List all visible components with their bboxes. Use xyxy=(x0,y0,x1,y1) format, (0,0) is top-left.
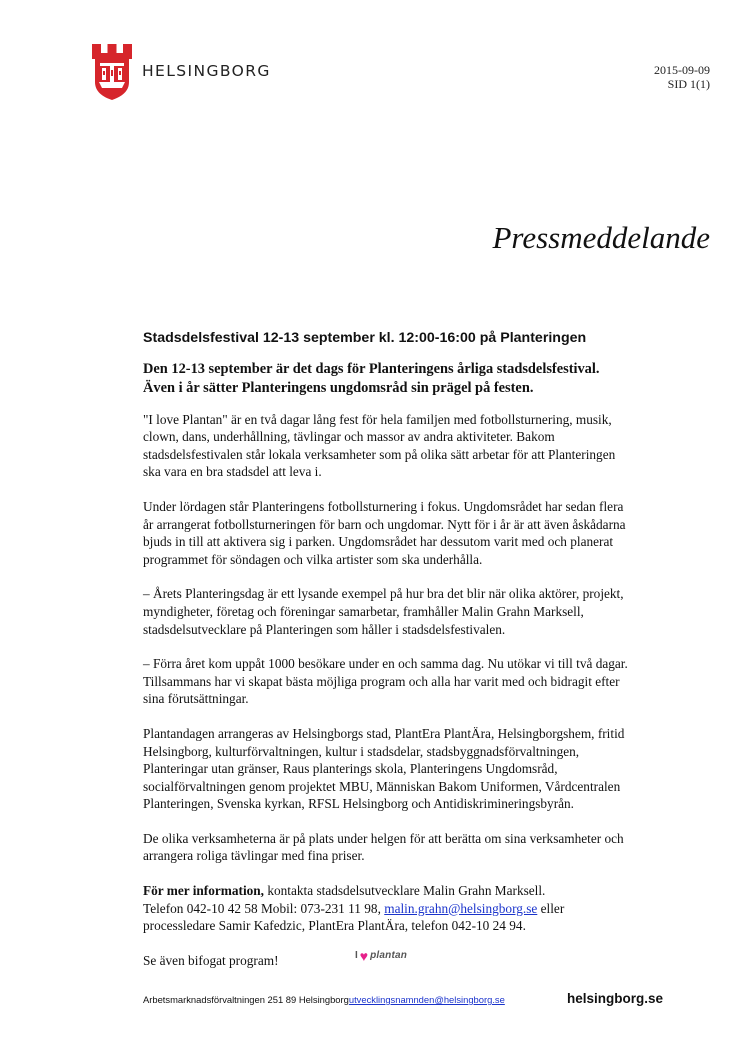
document-type: Pressmeddelande xyxy=(492,220,710,255)
i-love-plantan-logo xyxy=(355,947,408,964)
paragraph: De olika verksamheterna är på plats under helgen för att berätta om sina verksamheter och arrangera roliga tävlingar med fina priser. xyxy=(143,830,624,864)
press-release-body xyxy=(143,330,633,986)
contact-info xyxy=(143,882,633,935)
brand-name: HELSINGBORG xyxy=(142,62,271,80)
document-date: 2015-09-09 xyxy=(654,63,710,77)
footer-address-text: Arbetsmarknadsförvaltningen 251 89 Helsingborg xyxy=(143,994,349,1005)
closing-note: Se även bifogat program! xyxy=(143,952,279,968)
contact-text: kontakta stadsdelsutvecklare Malin Grahn Marksell. xyxy=(264,883,546,899)
contact-email-link[interactable]: malin.grahn@helsingborg.se xyxy=(384,900,538,916)
contact-phone: Telefon 042-10 42 58 Mobil: 073-231 11 98, xyxy=(143,900,385,916)
quote-paragraph: – Förra året kom uppåt 1000 besökare under en och samma dag. Nu utökar vi till två dagar. Tillsammans har vi skapat bästa möjliga program och alla har varit med och bidragit efter sina förutsättningar. xyxy=(143,656,628,707)
logo-word: plantan xyxy=(370,950,408,961)
logo-letter-i: I xyxy=(355,950,358,961)
paragraph: Plantandagen arrangeras av Helsingborgs stad, PlantEra PlantÄra, Helsingborgshem, fritid Helsingborg, kulturförvaltningen, kultur i stadsdelar, stadsbyggnadsförvaltningen, Planteringar utan gränser, Raus planterings skola, Planteringens Ungdomsråd, socialförvaltningen genom projektet MBU, Människan Bakom Uniformen, Vårdcentralen Planteringen, Svenska kyrkan, RFSL Helsingborg och Antidiskrimineringsbyrån. xyxy=(143,725,625,812)
contact-text-end: eller xyxy=(537,900,565,916)
headline: Stadsdelsfestival 12-13 september kl. 12:00-16:00 på Planteringen xyxy=(143,330,587,346)
lead-paragraph: Den 12-13 september är det dags för Planteringens årliga stadsdelsfestival. Även i år sätter Planteringens ungdomsråd sin prägel på festen. xyxy=(143,360,600,396)
page-number: SID 1(1) xyxy=(667,77,710,91)
helsingborg-crest-icon xyxy=(92,44,132,100)
contact-secondary: processledare Samir Kafedzic, PlantEra PlantÄra, telefon 042-10 24 94. xyxy=(143,918,526,934)
quote-paragraph: – Årets Planteringsdag är ett lysande exempel på hur bra det blir när olika aktörer, projekt, myndigheter, företag och föreningar samarbetar, framhåller Malin Grahn Marksell, stadsdelsutvecklare på Planteringen som håller i stadsdelsfestivalen. xyxy=(143,586,624,637)
footer-website: helsingborg.se xyxy=(566,991,663,1006)
paragraph: "I love Plantan" är en två dagar lång fest för hela familjen med fotbollsturnering, musik, clown, dans, underhållning, tävlingar och massor av andra aktiviteter. Bakom stadsdelsfestivalen står lokala verksamheter som på olika sätt arbetar för att Planteringen ska vara en bra stadsdel att leva i. xyxy=(143,411,616,480)
heart-icon: ♥ xyxy=(359,947,369,964)
paragraph: Under lördagen står Planteringens fotbollsturnering i fokus. Ungdomsrådet har sedan flera år arrangerat fotbollsturneringen för barn och ungdomar. Nytt för i år är att även åskådarna bjuds in till att aktivera sig i parken. Ungdomsrådet har dessutom varit med och planerat programmet för söndagen och vilka artister som ska underhålla. xyxy=(143,498,626,567)
document-meta xyxy=(654,63,710,91)
footer-email-link[interactable]: utvecklingsnamnden@helsingborg.se xyxy=(348,994,505,1005)
footer-address xyxy=(143,994,505,1005)
contact-label: För mer information, xyxy=(143,883,265,899)
